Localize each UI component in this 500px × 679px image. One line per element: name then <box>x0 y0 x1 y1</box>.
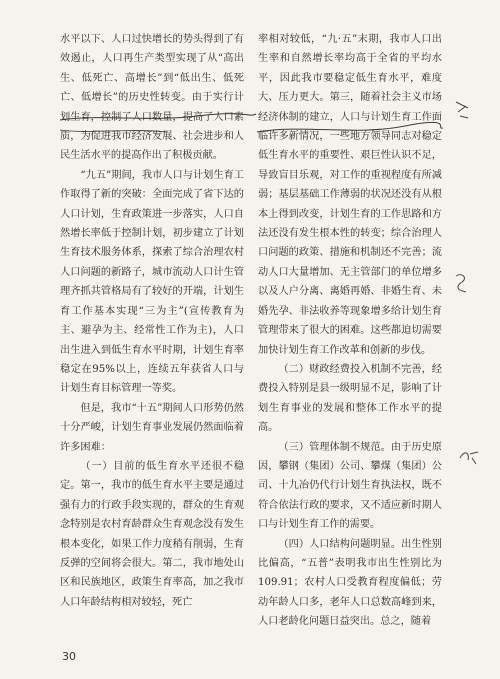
margin-scribble-mark <box>452 98 472 126</box>
left-paragraph-3: 但是，我市“十五”期间人口形势仍然十分严峻，计划生育事业发展仍然面临着许多困难： <box>60 402 244 453</box>
left-paragraph-4: （一）目前的低生育水平还很不稳定。第一，我市的低生育水平主要是通过强有力的行政手段实现的，群众的生育观念特别是农村育龄群众生育观念没有发生根本变化，如果工作力度稍有削弱，生育反弹的空间将会很大。第二，我市地处山区和民族地区，政策生育率高，加之我市人口年龄结构相对较轻，死亡 <box>60 460 244 608</box>
right-paragraph-2: （二）财政经费投入机制不完善，经费投入特别是县一级明显不足，影响了计划生育事业的发展和整体工作水平的提高。 <box>258 363 442 434</box>
right-paragraph-3: （三）管理体制不规范。由于历史原因，攀钢（集团）公司、攀煤（集团）公司、十九冶仍代行计划生育执法权，既不符合依法行政的要求，又不适应新时期人口与计划生育工作的需要。 <box>258 441 442 531</box>
margin-scribble-mark-3 <box>458 448 480 472</box>
right-paragraph-1: 率相对较低，“九·五”末期，我市人口出生率和自然增长率均高于全省的平均水平，因此我市要稳定低生育水平，难度大、压力更大。第三，随着社会主义市场经济体制的建立，人口与计划生育工作面临许多新情况，一些地方领导同志对稳定低生育水平的重要性、艰巨性认识不足，导致盲目乐观，对工作的重视程度有所减弱；基层基础工作薄弱的状况还没有从根本上得到改变，计划生育的工作思路和方法还没有发生根本性的转变；综合治理人口问题的政策、措施和机制还不完善；流动人口大量增加、无主管部门的单位增多以及人户分离、离婚再婚、非婚生育、未婚先孕、非法收养等现象增多给计划生育管理带来了很大的困难。这些都迫切需要加快计划生育工作改革和创新的步伐。 <box>258 34 442 356</box>
right-column <box>258 30 442 632</box>
page-number: 30 <box>62 650 76 663</box>
right-paragraph-4: （四）人口结构问题明显。出生性别比偏高，“五普”表明我市出生性别比为109.91；农村人口受教育程度偏低；劳动年龄人口多，老年人口总数高峰到来，人口老龄化问题日益突出。总之，随着 <box>258 538 442 628</box>
left-paragraph-1: 水平以下、人口过快增长的势头得到了有效遏止，人口再生产类型实现了从“高出生、低死亡、高增长”到“低出生、低死亡、低增长”的历史性转变。由于实行计划生育，控制了人口数量，提高了人口素质，为促进我市经济发展、社会进步和人民生活水平的提高作出了积极贡献。 <box>60 34 244 162</box>
left-column <box>60 30 244 612</box>
margin-scribble-mark-2 <box>452 270 472 300</box>
left-paragraph-2: “九五”期间，我市人口与计划生育工作取得了新的突破：全面完成了省下达的人口计划，生育政策进一步落实，人口自然增长率低于控制计划，初步建立了计划生育技术服务体系，探索了综合治理农村人口问题的新路子，城市流动人口计生管理齐抓共管格局有了较好的开端，计划生育工作基本实现“三为主”(宣传教育为主、避孕为主、经常性工作为主)，人口出生进入到低生育水平时期，计划生育率稳定在95%以上，连续五年获省人口与计划生育目标管理一等奖。 <box>60 169 244 395</box>
